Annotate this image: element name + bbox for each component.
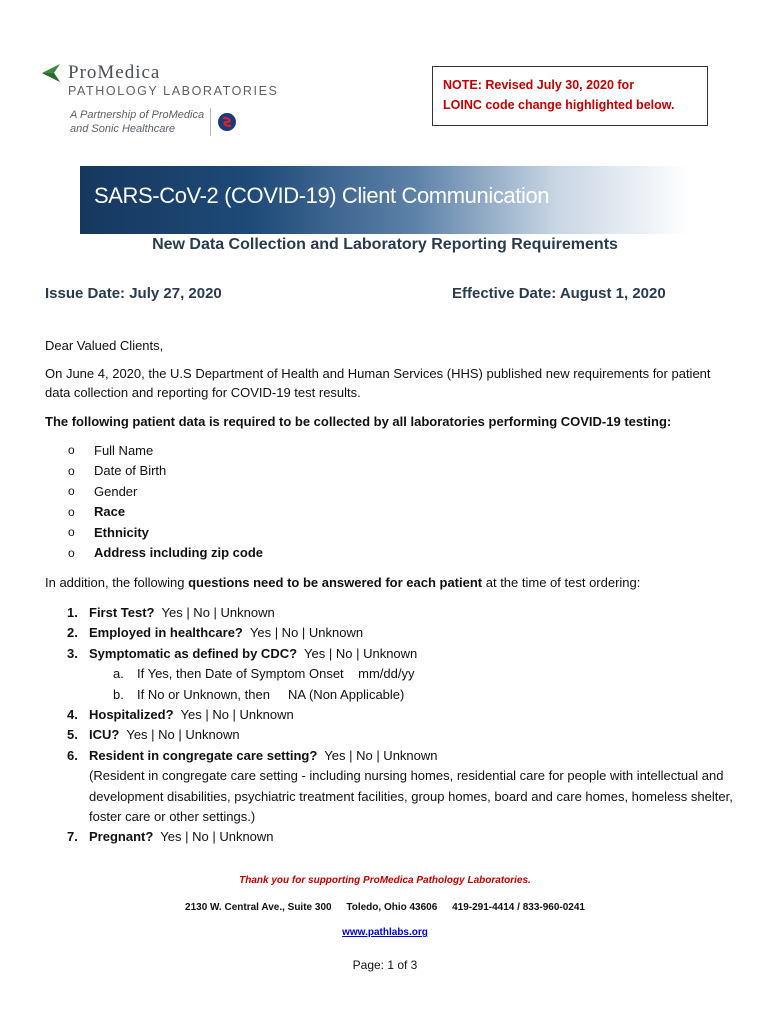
required-data-list — [45, 440, 263, 563]
bullet-marker: o — [68, 463, 75, 478]
question-text: Employed in healthcare? — [89, 625, 243, 641]
intro-paragraph: On June 4, 2020, the U.S Department of Health and Human Services (HHS) published new requirements for patient data collection and reporting for COVID-19 test results. — [45, 366, 711, 400]
list-item — [45, 461, 263, 482]
sub-item-text: If Yes, then Date of Symptom Onset mm/dd/yy — [137, 666, 415, 682]
question-answers: Yes | No | Unknown — [304, 645, 418, 661]
list-item-text: Ethnicity — [94, 524, 149, 540]
list-item — [45, 502, 263, 523]
question-list — [45, 603, 735, 848]
question-answers: Yes | No | Unknown — [126, 727, 240, 743]
question-item — [45, 725, 735, 745]
communication-banner — [80, 166, 690, 234]
sub-item-marker: a. — [113, 666, 124, 682]
sub-item-text: If No or Unknown, then NA (Non Applicable) — [137, 686, 405, 702]
question-text: Symptomatic as defined by CDC? — [89, 645, 298, 661]
question-number: 7. — [67, 829, 78, 845]
questions-intro-bold: questions need to be answered for each patient — [188, 575, 483, 590]
document-title: New Data Collection and Laboratory Reporting Requirements — [152, 236, 618, 253]
question-item — [45, 623, 735, 643]
question-text: ICU? — [89, 727, 120, 743]
question-number: 4. — [67, 707, 78, 723]
sub-item — [45, 685, 735, 705]
congregate-care-note: (Resident in congregate care setting - including nursing homes, residential care for people with intellectual and development disabilities, psychiatric treatment facilities, group homes, board and care homes, homeless shelter, foster care or other settings.) — [89, 768, 733, 825]
promedica-logo — [40, 62, 300, 136]
questions-intro-suffix: at the time of test ordering: — [482, 575, 641, 590]
bullet-marker: o — [68, 504, 75, 519]
list-item — [45, 440, 263, 461]
list-item-text: Race — [94, 504, 126, 520]
list-item — [45, 543, 263, 564]
bullet-marker: o — [68, 525, 75, 540]
question-number: 6. — [67, 747, 78, 763]
note-line-2: LOINC code change highlighted below. — [443, 98, 675, 112]
list-item-text: Address including zip code — [94, 545, 264, 561]
partner-divider — [210, 108, 211, 136]
logo-subtitle: PATHOLOGY LABORATORIES — [68, 84, 279, 98]
question-text: Resident in congregate care setting? — [89, 747, 318, 763]
bullet-marker: o — [68, 545, 75, 560]
partner-line-1: A Partnership of ProMedica — [70, 109, 205, 121]
partner-line-2: and Sonic Healthcare — [70, 123, 176, 135]
bullet-marker: o — [68, 443, 75, 458]
required-data-heading: The following patient data is required to be collected by all laboratories performing COVID-19 testing: — [45, 414, 672, 429]
footer-phone: 419-291-4414 / 833-960-0241 — [452, 902, 585, 913]
list-item-text: Full Name — [94, 442, 154, 458]
question-item — [45, 603, 735, 623]
logo-name: ProMedica — [68, 62, 161, 83]
list-item-text: Date of Birth — [94, 463, 167, 479]
salutation: Dear Valued Clients, — [45, 338, 164, 353]
list-item — [45, 522, 263, 543]
question-answers: Yes | No | Unknown — [249, 625, 364, 641]
sonic-healthcare-icon — [217, 112, 237, 132]
question-answers: Yes | No | Unknown — [180, 707, 294, 723]
list-item-text: Gender — [94, 483, 138, 499]
banner-title: SARS-CoV-2 (COVID-19) Client Communication — [94, 183, 550, 208]
revision-note — [432, 66, 708, 126]
questions-intro — [45, 573, 735, 592]
question-number: 5. — [67, 727, 78, 743]
effective-date: Effective Date: August 1, 2020 — [452, 285, 666, 302]
sub-item-marker: b. — [113, 686, 124, 702]
footer-street: 2130 W. Central Ave., Suite 300 — [185, 902, 332, 913]
question-item — [45, 746, 735, 766]
question-number: 2. — [67, 625, 78, 641]
footer-city: Toledo, Ohio 43606 — [346, 902, 438, 913]
promedica-chevron-icon — [40, 62, 62, 84]
question-answers: Yes | No | Unknown — [160, 829, 274, 845]
issue-date: Issue Date: July 27, 2020 — [45, 285, 222, 302]
page-number: Page: 1 of 3 — [352, 958, 418, 972]
question-item — [45, 705, 735, 725]
bullet-marker: o — [68, 484, 75, 499]
question-text: Pregnant? — [89, 829, 154, 845]
question-number: 3. — [67, 645, 78, 661]
website-link[interactable]: www.pathlabs.org — [342, 927, 428, 938]
note-line-1: NOTE: Revised July 30, 2020 for — [443, 78, 635, 92]
question-item — [45, 644, 735, 664]
questions-intro-prefix: In addition, the following — [45, 575, 189, 590]
question-number: 1. — [67, 605, 78, 620]
question-text: Hospitalized? — [89, 707, 174, 723]
question-answers: Yes | No | Unknown — [324, 747, 438, 763]
question-text: First Test? — [89, 605, 155, 620]
list-item — [45, 481, 263, 502]
footer-thanks: Thank you for supporting ProMedica Pathology Laboratories. — [239, 875, 531, 886]
question-item — [45, 827, 735, 847]
sub-item — [45, 664, 735, 684]
question-answers: Yes | No | Unknown — [161, 605, 275, 620]
footer-address — [0, 902, 770, 913]
